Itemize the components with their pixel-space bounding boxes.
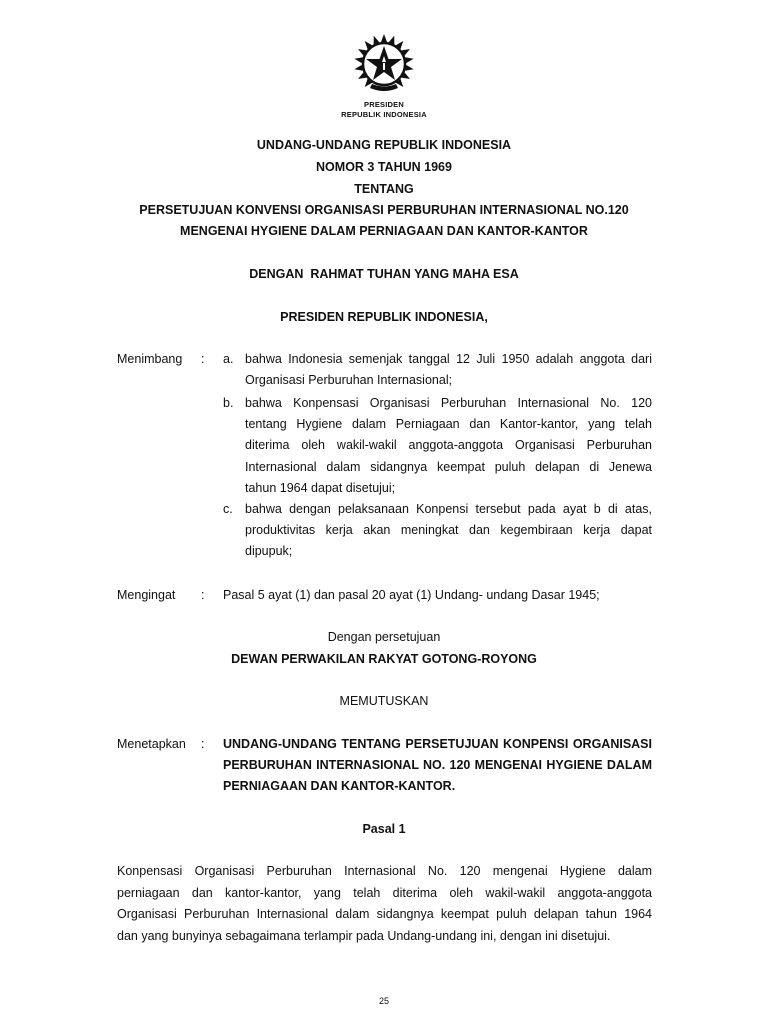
pasal-1-heading: Pasal 1 bbox=[362, 822, 406, 836]
menimbang-c-line: bahwa dengan pelaksanaan Konpensi tersebut pada ayat b di atas, bbox=[245, 502, 652, 516]
menimbang-colon: : bbox=[201, 352, 205, 366]
memutuskan-heading: MEMUTUSKAN bbox=[339, 694, 429, 708]
menimbang-item-a bbox=[245, 349, 652, 391]
title-line-3: TENTANG bbox=[354, 182, 414, 196]
title-line-5: MENGENAI HYGIENE DALAM PERNIAGAAN DAN KANTOR-KANTOR bbox=[180, 224, 588, 238]
pasal-1-line: Organisasi Perburuhan Internasional dalam sidangnya keempat puluh delapan tahun 1964 bbox=[117, 907, 652, 922]
menetapkan-colon: : bbox=[201, 737, 205, 751]
menimbang-marker-b: b. bbox=[223, 396, 234, 410]
menimbang-c-line: dipupuk; bbox=[245, 544, 293, 559]
mengingat-colon: : bbox=[201, 588, 205, 602]
menimbang-marker-c: c. bbox=[223, 502, 233, 516]
pasal-1-line: dan yang bunyinya sebagaimana terlampir pada Undang-undang ini, dengan ini disetujui. bbox=[117, 928, 611, 943]
menetapkan-line: UNDANG-UNDANG TENTANG PERSETUJUAN KONPENSI ORGANISASI bbox=[223, 737, 652, 751]
persetujuan-line-1: Dengan persetujuan bbox=[327, 630, 441, 644]
title-line-4: PERSETUJUAN KONVENSI ORGANISASI PERBURUHAN INTERNASIONAL NO.120 bbox=[139, 203, 629, 217]
menimbang-item-b bbox=[245, 393, 652, 499]
menimbang-b-line: diterima oleh wakil-wakil anggota-anggota Organisasi Perburuhan bbox=[245, 438, 652, 453]
page-number: 25 bbox=[378, 996, 389, 1006]
menetapkan-line: PERBURUHAN INTERNASIONAL NO. 120 MENGENAI HYGIENE DALAM bbox=[223, 758, 652, 773]
mengingat-label: Mengingat bbox=[117, 588, 176, 602]
pasal-1-paragraph bbox=[117, 861, 652, 947]
menimbang-marker-a: a. bbox=[223, 352, 234, 366]
emblem-caption-presiden: PRESIDEN bbox=[364, 100, 404, 109]
emblem-caption-republik: REPUBLIK INDONESIA bbox=[341, 110, 427, 119]
menimbang-b-line: tentang Hygiene dalam Perniagaan dan Kantor-kantor, yang telah bbox=[245, 417, 652, 432]
menetapkan-label: Menetapkan bbox=[117, 737, 186, 751]
garuda-star-emblem-icon bbox=[352, 32, 416, 96]
menimbang-label: Menimbang bbox=[117, 352, 183, 366]
menimbang-a-line: bahwa Indonesia semenjak tanggal 12 Juli 1950 adalah anggota dari bbox=[245, 352, 652, 366]
presiden-heading: PRESIDEN REPUBLIK INDONESIA, bbox=[280, 310, 488, 324]
pasal-1-line: Konpensasi Organisasi Perburuhan Internasional No. 120 mengenai Hygiene dalam bbox=[117, 864, 652, 878]
title-line-1: UNDANG-UNDANG REPUBLIK INDONESIA bbox=[256, 138, 512, 152]
menimbang-item-c bbox=[245, 499, 652, 563]
menimbang-c-line: produktivitas kerja akan meningkat dan kegembiraan kerja dapat bbox=[245, 523, 652, 538]
menimbang-b-line: Internasional dalam sidangnya keempat puluh delapan di Jenewa bbox=[245, 459, 652, 474]
menimbang-b-line: tahun 1964 dapat disetujui; bbox=[245, 480, 396, 495]
menimbang-a-line: Organisasi Perburuhan Internasional; bbox=[245, 373, 453, 388]
persetujuan-line-2: DEWAN PERWAKILAN RAKYAT GOTONG-ROYONG bbox=[231, 652, 537, 666]
menetapkan-line: PERNIAGAAN DAN KANTOR-KANTOR. bbox=[223, 779, 456, 794]
menimbang-b-line: bahwa Konpensasi Organisasi Perburuhan Internasional No. 120 bbox=[245, 396, 652, 410]
title-line-2: NOMOR 3 TAHUN 1969 bbox=[316, 160, 452, 174]
pasal-1-line: perniagaan dan kantor-kantor, yang telah diterima oleh wakil-wakil anggota-anggota bbox=[117, 885, 652, 900]
mengingat-text: Pasal 5 ayat (1) dan pasal 20 ayat (1) Undang- undang Dasar 1945; bbox=[223, 588, 600, 602]
rahmat-heading: DENGAN RAHMAT TUHAN YANG MAHA ESA bbox=[249, 267, 519, 281]
menetapkan-text bbox=[223, 734, 652, 798]
